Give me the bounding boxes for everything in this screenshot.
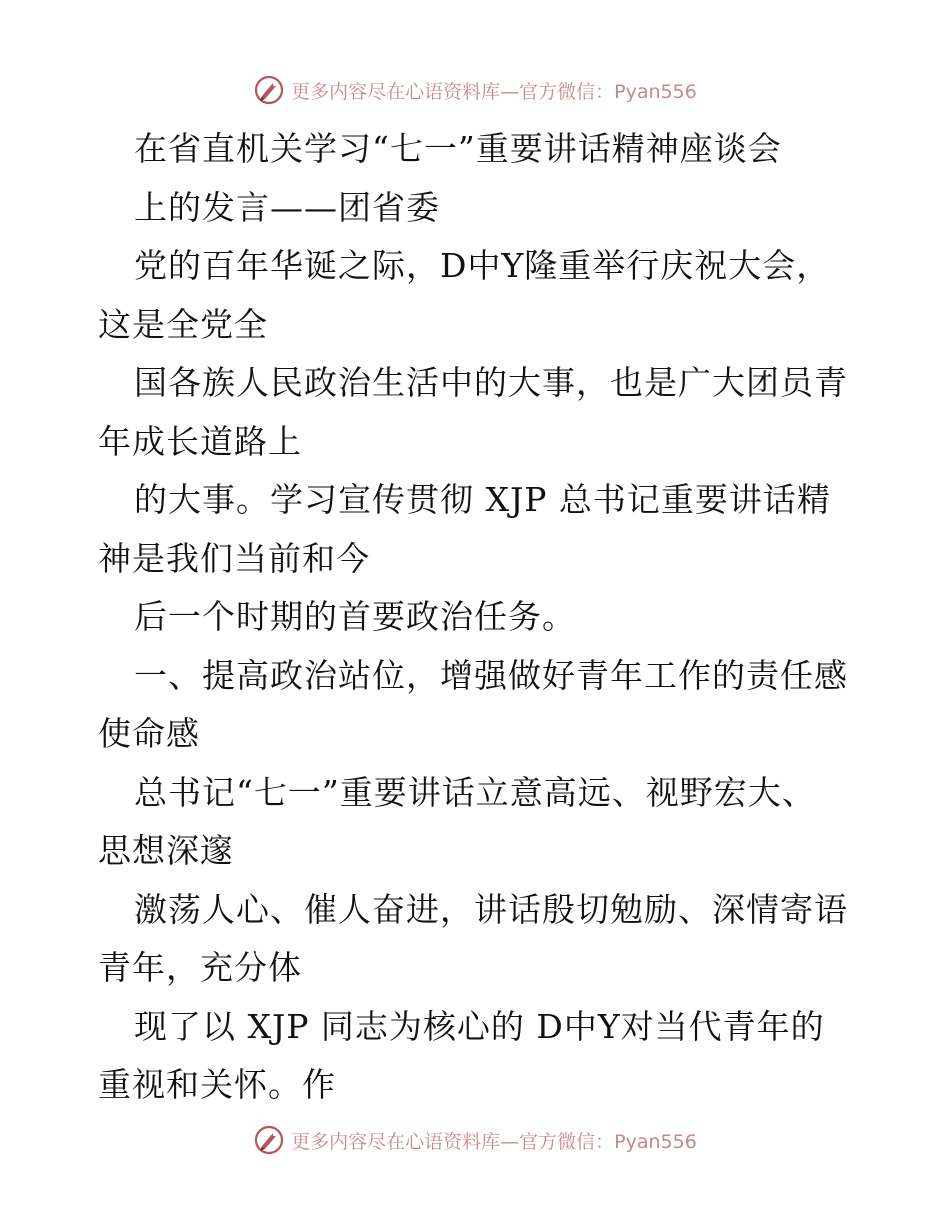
document-line: 后一个时期的首要政治任务。 bbox=[134, 597, 576, 636]
document-line: 激荡人心、催人奋进，讲话殷切勉励、深情寄语 bbox=[134, 889, 848, 929]
footer-banner-text: 更多内容尽在心语资料库—官方微信：Pyan556 bbox=[291, 1130, 697, 1153]
document-line: 年成长道路上 bbox=[98, 421, 302, 461]
document-line: 青年，充分体 bbox=[98, 948, 302, 987]
document-line: 的大事。学习宣传贯彻 XJP 总书记重要讲话精 bbox=[134, 480, 831, 519]
document-line: 国各族人民政治生活中的大事，也是广大团员青 bbox=[134, 363, 848, 402]
header-banner bbox=[0, 68, 950, 112]
document-line: 使命感 bbox=[98, 714, 200, 753]
document-line: 这是全党全 bbox=[98, 304, 268, 344]
document-line: 一、提高政治站位，增强做好青年工作的责任感 bbox=[134, 655, 848, 695]
document-line: 在省直机关学习“七一”重要讲话精神座谈会 bbox=[134, 129, 782, 168]
document-body bbox=[98, 120, 868, 1115]
document-line: 重视和关怀。作 bbox=[98, 1065, 336, 1104]
document-line: 神是我们当前和今 bbox=[98, 538, 370, 578]
footer-banner bbox=[0, 1118, 950, 1162]
pen-logo-icon bbox=[253, 1124, 285, 1156]
document-line: 现了以 XJP 同志为核心的 D中Y对当代青年的 bbox=[134, 1006, 825, 1046]
document-line: 总书记“七一”重要讲话立意高远、视野宏大、 bbox=[134, 772, 816, 812]
pen-logo-icon bbox=[253, 74, 285, 106]
document-line: 思想深邃 bbox=[98, 831, 234, 870]
header-banner-text: 更多内容尽在心语资料库—官方微信：Pyan556 bbox=[291, 80, 697, 103]
document-line: 上的发言——团省委 bbox=[134, 187, 440, 227]
document-line: 党的百年华诞之际，D中Y隆重举行庆祝大会， bbox=[134, 246, 831, 285]
